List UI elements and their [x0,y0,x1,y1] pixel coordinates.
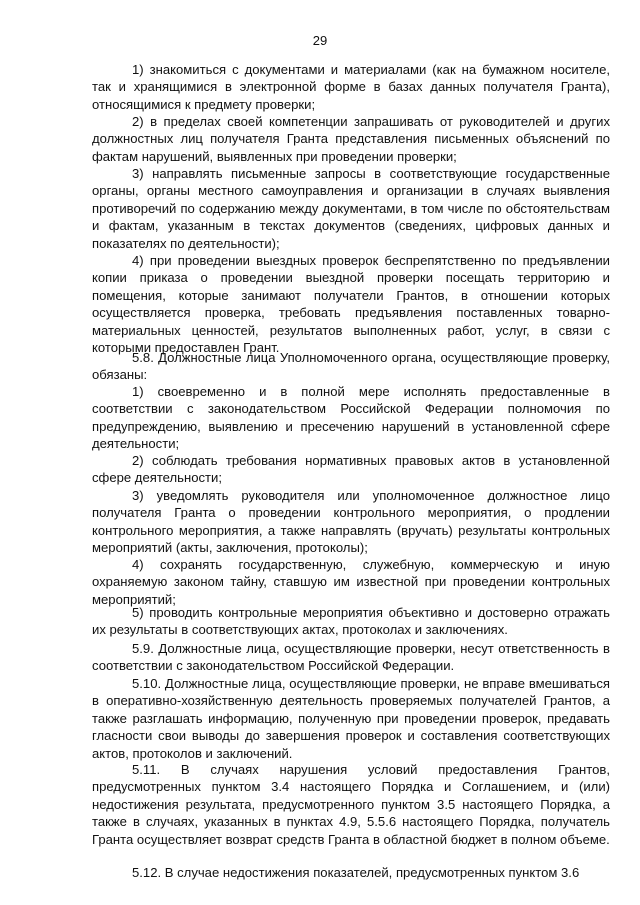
paragraph-duty-4: 4) сохранять государственную, служебную, коммерческую и иную охраняемую законом тайну, ставшую им известной при проведении контрольных мероприятий; [92,557,610,607]
paragraph-right-4: 4) при проведении выездных проверок беспрепятственно по предъявлении копии приказа о проведении выездной проверки посещать территорию и помещения, которые занимают получатели Грантов, в отношении которых осуществляется проверка, требовать предъявления поставленных товарно-материальных ценностей, результатов выполненных работ, услуг, в связи с которыми предоставлен Грант. [92,253,610,356]
paragraph-section-5-8: 5.8. Должностные лица Уполномоченного органа, осуществляющие проверку, обязаны: [92,350,610,383]
paragraph-section-5-10: 5.10. Должностные лица, осуществляющие проверки, не вправе вмешиваться в оперативно-хозяйственную деятельность проверяемых получателей Грантов, а также разглашать информацию, полученную при проведении проверок, предавать гласности свои выводы до завершения проверок и составления соответствующих актов, протоколов и заключений. [92,676,610,761]
paragraph-section-5-12: 5.12. В случае недостижения показателей, предусмотренных пунктом 3.6 [132,865,580,880]
paragraph-duty-2: 2) соблюдать требования нормативных правовых актов в установленной сфере деятельности; [92,453,610,486]
paragraph-right-3: 3) направлять письменные запросы в соответствующие государственные органы, органы местного самоуправления и организации в случаях выявления противоречий по содержанию между документами, в том числе по обстоятельствам и фактам, указанным в текстах документов (сведениях, цифровых данных и показателях по деятельности); [92,166,610,251]
paragraph-section-5-11: 5.11. В случаях нарушения условий предоставления Грантов, предусмотренных пунктом 3.4 настоящего Порядка и Соглашением, и (или) недостижения результата, предусмотренного пунктом 3.5 настоящего Порядка, а также в случаях, указанных в пунктах 4.9, 5.5.6 настоящего Порядка, получатель Гранта осуществляет возврат средств Гранта в областной бюджет в полном объеме. [92,762,610,847]
paragraph-section-5-9: 5.9. Должностные лица, осуществляющие проверки, несут ответственность в соответствии с законодательством Российской Федерации. [92,641,610,674]
page-number: 29 [312,33,328,48]
paragraph-duty-3: 3) уведомлять руководителя или уполномоченное должностное лицо получателя Гранта о проведении контрольного мероприятия, о продлении контрольного мероприятия, а также направлять (вручать) результаты контрольных мероприятий (акты, заключения, протоколы); [92,488,610,556]
paragraph-duty-5: 5) проводить контрольные мероприятия объективно и достоверно отражать их результаты в соответствующих актах, протоколах и заключениях. [92,605,610,638]
paragraph-right-1: 1) знакомиться с документами и материалами (как на бумажном носителе, так и хранящимися в электронной форме в базах данных получателя Гранта), относящимися к предмету проверки; [92,62,610,112]
paragraph-duty-1: 1) своевременно и в полной мере исполнять предоставленные в соответствии с законодательством Российской Федерации полномочия по предупреждению, выявлению и пресечению нарушений в установленной сфере деятельности; [92,384,610,452]
paragraph-right-2: 2) в пределах своей компетенции запрашивать от руководителей и других должностных лиц получателя Гранта представления письменных объяснений по фактам нарушений, выявленных при проведении проверки; [92,114,610,164]
